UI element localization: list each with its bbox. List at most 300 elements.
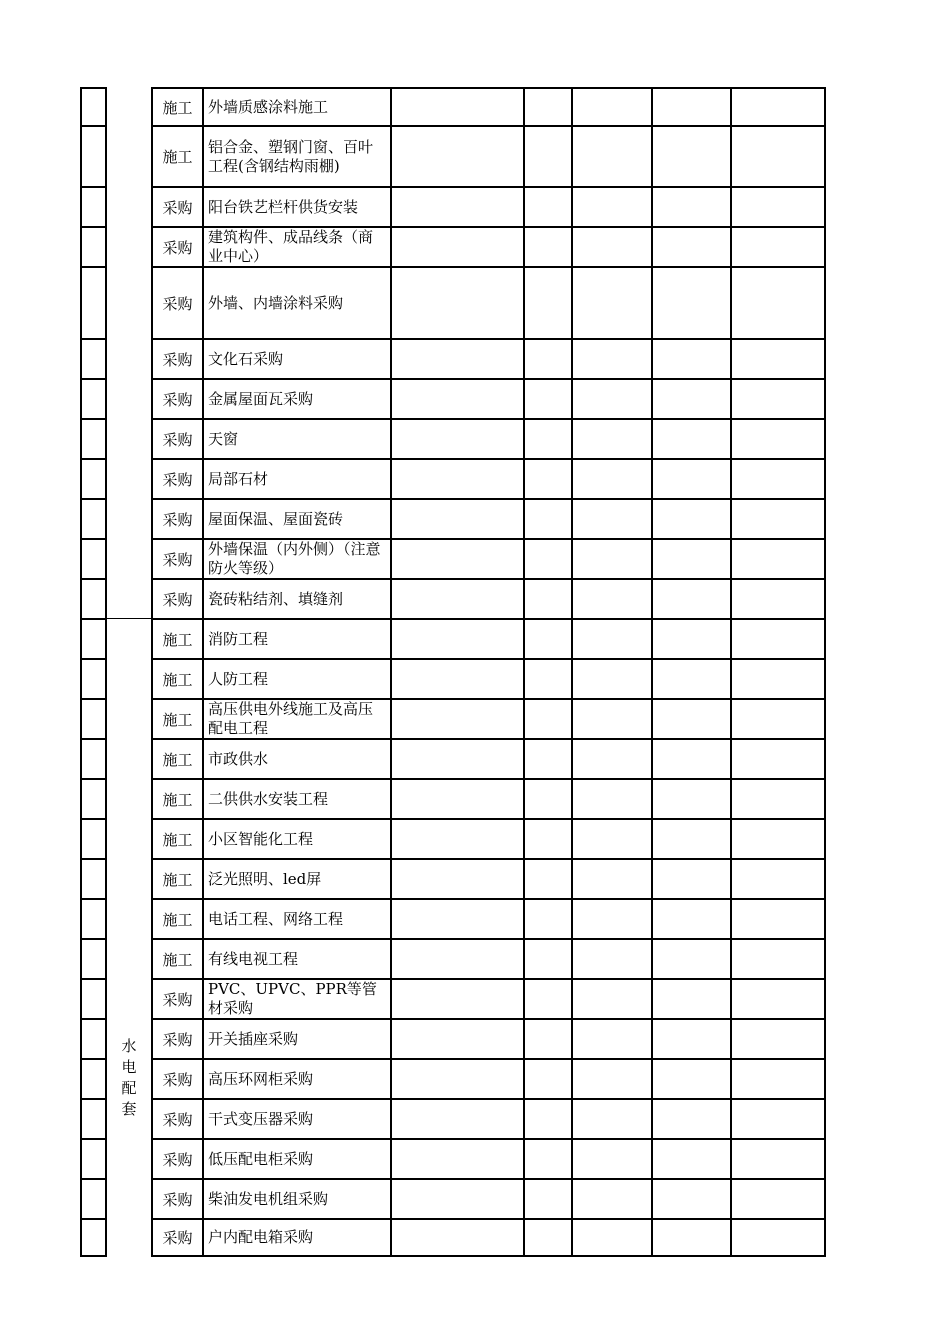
empty-cell: [732, 460, 826, 500]
empty-cell: [732, 1180, 826, 1220]
empty-cell: [525, 1220, 573, 1257]
type-cell-text: 采购: [162, 1190, 193, 1209]
table-row: [80, 420, 826, 460]
empty-cell: [573, 700, 653, 740]
empty-cell: [392, 420, 525, 460]
empty-cell: [392, 380, 525, 420]
empty-cell: [525, 980, 573, 1020]
table-row: [80, 1220, 826, 1257]
table-row: [80, 860, 826, 900]
index-cell: [80, 700, 107, 740]
type-cell-text: 施工: [162, 910, 193, 929]
empty-cell: [732, 1060, 826, 1100]
empty-cell: [653, 580, 732, 620]
empty-cell: [392, 1220, 525, 1257]
empty-cell: [573, 380, 653, 420]
type-cell: [151, 860, 204, 900]
type-cell-text: 采购: [162, 990, 193, 1009]
item-cell-text: 电话工程、网络工程: [208, 909, 344, 928]
empty-cell: [392, 780, 525, 820]
empty-cell: [573, 1060, 653, 1100]
type-cell-text: 采购: [162, 430, 193, 449]
empty-cell: [573, 1020, 653, 1060]
type-cell: [151, 580, 204, 620]
empty-cell: [573, 127, 653, 188]
empty-cell: [525, 127, 573, 188]
index-cell: [80, 380, 107, 420]
type-cell: [151, 780, 204, 820]
empty-cell: [732, 540, 826, 580]
item-cell-text: 金属屋面瓦采购: [208, 389, 314, 408]
empty-cell: [732, 127, 826, 188]
type-cell-text: 采购: [162, 1150, 193, 1169]
empty-cell: [392, 500, 525, 540]
item-cell: [204, 420, 392, 460]
empty-cell: [653, 820, 732, 860]
category-char: 套: [121, 1100, 137, 1118]
empty-cell: [525, 900, 573, 940]
empty-cell: [653, 1060, 732, 1100]
index-cell: [80, 127, 107, 188]
empty-cell: [525, 1060, 573, 1100]
item-cell-text: 外墙质感涂料施工: [208, 97, 329, 116]
type-cell-text: 施工: [162, 830, 193, 849]
empty-cell: [732, 228, 826, 268]
empty-cell: [525, 420, 573, 460]
index-cell: [80, 460, 107, 500]
empty-cell: [525, 500, 573, 540]
empty-cell: [732, 780, 826, 820]
index-cell: [80, 1140, 107, 1180]
item-cell: [204, 860, 392, 900]
table-row: [80, 660, 826, 700]
item-cell-text: 小区智能化工程: [208, 829, 314, 848]
empty-cell: [573, 268, 653, 340]
table-row: [80, 540, 826, 580]
type-cell: [151, 1220, 204, 1257]
item-cell: [204, 380, 392, 420]
item-cell-text: 干式变压器采购: [208, 1109, 314, 1128]
type-cell: [151, 820, 204, 860]
index-cell: [80, 540, 107, 580]
item-cell-text: 低压配电柜采购: [208, 1149, 314, 1168]
empty-cell: [392, 268, 525, 340]
empty-cell: [653, 1180, 732, 1220]
empty-cell: [392, 980, 525, 1020]
item-cell: [204, 500, 392, 540]
empty-cell: [732, 700, 826, 740]
item-cell: [204, 980, 392, 1020]
type-cell-text: 采购: [162, 198, 193, 217]
empty-cell: [732, 900, 826, 940]
type-cell-text: 采购: [162, 350, 193, 369]
item-cell: [204, 700, 392, 740]
index-cell: [80, 820, 107, 860]
table-row: [80, 740, 826, 780]
empty-cell: [525, 340, 573, 380]
category-char: 水: [121, 1037, 137, 1055]
type-cell: [151, 540, 204, 580]
empty-cell: [392, 1020, 525, 1060]
item-cell-text: 天窗: [208, 429, 239, 448]
type-cell-text: 施工: [162, 950, 193, 969]
table-row: [80, 580, 826, 620]
item-cell: [204, 1180, 392, 1220]
item-cell: [204, 1100, 392, 1140]
empty-cell: [573, 540, 653, 580]
empty-cell: [392, 860, 525, 900]
type-cell-text: 采购: [162, 1070, 193, 1089]
type-cell: [151, 87, 204, 127]
empty-cell: [653, 460, 732, 500]
table-row: [80, 380, 826, 420]
empty-cell: [392, 1140, 525, 1180]
type-cell: [151, 620, 204, 660]
empty-cell: [732, 380, 826, 420]
type-cell: [151, 340, 204, 380]
type-cell: [151, 740, 204, 780]
table-row: [80, 780, 826, 820]
table-row: [80, 127, 826, 188]
item-cell-text: 文化石采购: [208, 349, 284, 368]
empty-cell: [573, 740, 653, 780]
item-cell: [204, 340, 392, 380]
item-cell: [204, 660, 392, 700]
empty-cell: [732, 860, 826, 900]
empty-cell: [392, 660, 525, 700]
empty-cell: [392, 900, 525, 940]
item-cell-text: 瓷砖粘结剂、填缝剂: [208, 589, 344, 608]
empty-cell: [573, 1140, 653, 1180]
empty-cell: [573, 87, 653, 127]
item-cell: [204, 820, 392, 860]
type-cell: [151, 1180, 204, 1220]
empty-cell: [392, 940, 525, 980]
empty-cell: [525, 380, 573, 420]
table-row: [80, 820, 826, 860]
empty-cell: [573, 1220, 653, 1257]
table-row: [80, 1060, 826, 1100]
empty-cell: [573, 188, 653, 228]
empty-cell: [525, 620, 573, 660]
index-cell: [80, 580, 107, 620]
empty-cell: [525, 580, 573, 620]
empty-cell: [392, 87, 525, 127]
item-cell: [204, 580, 392, 620]
empty-cell: [653, 340, 732, 380]
table-row: [80, 1100, 826, 1140]
empty-cell: [732, 1140, 826, 1180]
empty-cell: [653, 1100, 732, 1140]
index-cell: [80, 740, 107, 780]
index-cell: [80, 1020, 107, 1060]
empty-cell: [653, 1140, 732, 1180]
item-cell: [204, 740, 392, 780]
empty-cell: [653, 1220, 732, 1257]
empty-cell: [573, 940, 653, 980]
empty-cell: [732, 660, 826, 700]
table-row: [80, 228, 826, 268]
type-cell-text: 采购: [162, 470, 193, 489]
item-cell: [204, 1060, 392, 1100]
item-cell-text: 开关插座采购: [208, 1029, 299, 1048]
empty-cell: [732, 940, 826, 980]
type-cell-text: 采购: [162, 1030, 193, 1049]
category-char: 配: [121, 1079, 137, 1097]
empty-cell: [525, 460, 573, 500]
empty-cell: [573, 580, 653, 620]
item-cell-text: 有线电视工程: [208, 949, 299, 968]
empty-cell: [525, 1020, 573, 1060]
type-cell-text: 采购: [162, 550, 193, 569]
category-label-water-electric: [119, 1036, 139, 1120]
index-cell: [80, 340, 107, 380]
empty-cell: [732, 420, 826, 460]
index-cell: [80, 860, 107, 900]
empty-cell: [573, 620, 653, 660]
item-cell-text: 铝合金、塑钢门窗、百叶工程(含钢结构雨棚): [208, 137, 374, 175]
index-cell: [80, 900, 107, 940]
type-cell: [151, 1140, 204, 1180]
type-cell: [151, 660, 204, 700]
index-cell: [80, 87, 107, 127]
index-cell: [80, 1220, 107, 1257]
empty-cell: [525, 87, 573, 127]
type-cell: [151, 700, 204, 740]
empty-cell: [653, 700, 732, 740]
type-cell: [151, 460, 204, 500]
index-cell: [80, 228, 107, 268]
category-char: 电: [121, 1058, 137, 1076]
empty-cell: [392, 127, 525, 188]
empty-cell: [392, 340, 525, 380]
type-cell: [151, 1060, 204, 1100]
index-cell: [80, 980, 107, 1020]
item-cell: [204, 268, 392, 340]
empty-cell: [653, 780, 732, 820]
empty-cell: [653, 620, 732, 660]
type-cell-text: 采购: [162, 510, 193, 529]
type-cell-text: 施工: [162, 98, 193, 117]
item-cell-text: 建筑构件、成品线条（商业中心）: [208, 228, 374, 265]
empty-cell: [525, 1100, 573, 1140]
empty-cell: [732, 1220, 826, 1257]
empty-cell: [392, 1060, 525, 1100]
empty-cell: [392, 540, 525, 580]
item-cell: [204, 540, 392, 580]
empty-cell: [653, 228, 732, 268]
type-cell-text: 施工: [162, 790, 193, 809]
type-cell-text: 采购: [162, 238, 193, 257]
type-cell-text: 施工: [162, 670, 193, 689]
empty-cell: [392, 580, 525, 620]
item-cell-text: 阳台铁艺栏杆供货安装: [208, 197, 359, 216]
empty-cell: [653, 940, 732, 980]
type-cell-text: 采购: [162, 294, 193, 313]
empty-cell: [732, 580, 826, 620]
type-cell-text: 采购: [162, 1110, 193, 1129]
type-cell: [151, 1020, 204, 1060]
empty-cell: [392, 820, 525, 860]
type-cell-text: 采购: [162, 1229, 193, 1247]
table-row: [80, 700, 826, 740]
empty-cell: [525, 860, 573, 900]
index-cell: [80, 1180, 107, 1220]
empty-cell: [392, 228, 525, 268]
item-cell-text: 柴油发电机组采购: [208, 1189, 329, 1208]
category-divider: [107, 618, 151, 619]
item-cell: [204, 127, 392, 188]
empty-cell: [525, 780, 573, 820]
type-cell: [151, 188, 204, 228]
table-row: [80, 940, 826, 980]
empty-cell: [653, 1020, 732, 1060]
empty-cell: [732, 740, 826, 780]
index-cell: [80, 660, 107, 700]
item-cell: [204, 87, 392, 127]
item-cell-text: 局部石材: [208, 469, 269, 488]
table-row: [80, 460, 826, 500]
empty-cell: [525, 228, 573, 268]
type-cell-text: 采购: [162, 390, 193, 409]
index-cell: [80, 268, 107, 340]
empty-cell: [653, 860, 732, 900]
empty-cell: [573, 780, 653, 820]
table-row: [80, 340, 826, 380]
item-cell-text: 外墙保温（内外侧）（注意防火等级）: [208, 540, 381, 577]
empty-cell: [525, 820, 573, 860]
empty-cell: [392, 1100, 525, 1140]
item-cell: [204, 780, 392, 820]
empty-cell: [573, 660, 653, 700]
index-cell: [80, 940, 107, 980]
item-cell: [204, 620, 392, 660]
empty-cell: [732, 1020, 826, 1060]
empty-cell: [392, 188, 525, 228]
type-cell: [151, 1100, 204, 1140]
item-cell-text: 高压供电外线施工及高压配电工程: [208, 700, 374, 737]
empty-cell: [653, 980, 732, 1020]
type-cell: [151, 900, 204, 940]
table-row: [80, 1180, 826, 1220]
index-cell: [80, 620, 107, 660]
item-cell: [204, 940, 392, 980]
table-row: [80, 900, 826, 940]
empty-cell: [653, 660, 732, 700]
type-cell-text: 施工: [162, 710, 193, 729]
empty-cell: [732, 340, 826, 380]
type-cell-text: 采购: [162, 590, 193, 609]
item-cell-text: 人防工程: [208, 669, 269, 688]
empty-cell: [525, 540, 573, 580]
empty-cell: [732, 980, 826, 1020]
item-cell: [204, 1140, 392, 1180]
empty-cell: [573, 228, 653, 268]
empty-cell: [653, 87, 732, 127]
empty-cell: [573, 500, 653, 540]
item-cell-text: 户内配电箱采购: [208, 1228, 314, 1246]
empty-cell: [573, 420, 653, 460]
type-cell: [151, 228, 204, 268]
type-cell-text: 施工: [162, 750, 193, 769]
item-cell: [204, 228, 392, 268]
item-cell-text: 高压环网柜采购: [208, 1069, 314, 1088]
table-row: [80, 980, 826, 1020]
empty-cell: [573, 340, 653, 380]
empty-cell: [653, 127, 732, 188]
item-cell-text: 屋面保温、屋面瓷砖: [208, 509, 344, 528]
table-row: [80, 1140, 826, 1180]
empty-cell: [732, 87, 826, 127]
index-cell: [80, 420, 107, 460]
item-cell-text: PVC、UPVC、PPR等管材采购: [208, 980, 377, 1017]
empty-cell: [653, 500, 732, 540]
empty-cell: [653, 188, 732, 228]
empty-cell: [732, 620, 826, 660]
table-row: [80, 500, 826, 540]
empty-cell: [525, 1180, 573, 1220]
empty-cell: [525, 740, 573, 780]
item-cell: [204, 188, 392, 228]
item-cell: [204, 900, 392, 940]
empty-cell: [392, 620, 525, 660]
empty-cell: [653, 420, 732, 460]
empty-cell: [525, 268, 573, 340]
item-cell: [204, 460, 392, 500]
empty-cell: [653, 380, 732, 420]
type-cell: [151, 380, 204, 420]
type-cell-text: 施工: [162, 148, 193, 166]
empty-cell: [732, 188, 826, 228]
empty-cell: [525, 940, 573, 980]
table-row: [80, 1020, 826, 1060]
table-row: [80, 620, 826, 660]
type-cell: [151, 268, 204, 340]
empty-cell: [392, 700, 525, 740]
type-cell: [151, 127, 204, 188]
item-cell-text: 二供供水安装工程: [208, 789, 329, 808]
empty-cell: [732, 820, 826, 860]
type-cell: [151, 980, 204, 1020]
empty-cell: [573, 980, 653, 1020]
empty-cell: [573, 820, 653, 860]
empty-cell: [732, 1100, 826, 1140]
type-cell: [151, 500, 204, 540]
empty-cell: [525, 188, 573, 228]
empty-cell: [525, 660, 573, 700]
empty-cell: [573, 860, 653, 900]
empty-cell: [653, 900, 732, 940]
empty-cell: [573, 900, 653, 940]
item-cell-text: 消防工程: [208, 629, 269, 648]
empty-cell: [653, 268, 732, 340]
table-row: [80, 87, 826, 127]
empty-cell: [653, 740, 732, 780]
item-cell-text: 外墙、内墙涂料采购: [208, 293, 344, 312]
empty-cell: [525, 1140, 573, 1180]
empty-cell: [392, 460, 525, 500]
empty-cell: [653, 540, 732, 580]
item-cell-text: 泛光照明、led屏: [208, 869, 322, 888]
empty-cell: [573, 460, 653, 500]
empty-cell: [392, 740, 525, 780]
empty-cell: [732, 500, 826, 540]
item-cell: [204, 1220, 392, 1257]
empty-cell: [392, 1180, 525, 1220]
type-cell: [151, 420, 204, 460]
type-cell: [151, 940, 204, 980]
type-cell-text: 施工: [162, 870, 193, 889]
